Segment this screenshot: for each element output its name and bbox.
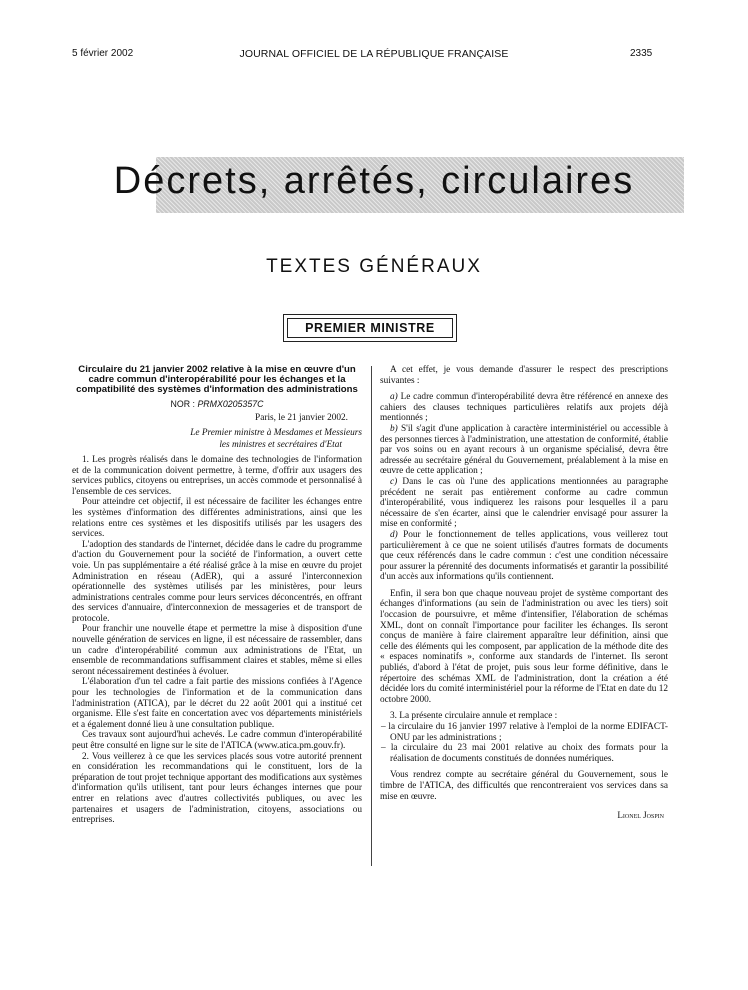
running-header-date: 5 février 2002 (72, 48, 134, 59)
item-text: Dans le cas où l'une des applications mentionnées au paragraphe précédent ne serait pas entièrement conforme au cadre commun d'interopérabilité, vous indiquerez les raisons pour lesquelles il a paru nécessaire de s'en écarter, ainsi que le calendrier envisagé pour assurer la mise en conformité ; (380, 476, 668, 530)
paragraph: L'élaboration d'un tel cadre a fait partie des missions confiées à l'Agence pour les technologies de l'information et de la communication dans l'administration (ATICA), par le décret du 22 août 2001 qui a institué cet organisme. Elle s'est faite en concertation avec vos départements ministériels et a également donné lieu à une consultation publique. (72, 677, 362, 730)
banner-title: Décrets, arrêtés, circulaires (113, 160, 635, 202)
item-d (380, 530, 668, 583)
paragraph-enfin: Enfin, il sera bon que chaque nouveau projet de système comportant des échanges d'informations (au sein de l'administration ou avec les tiers) soit l'occasion de poursuivre, et même d'intensifier, l'élaboration de schémas XML, dont on connaît l'importance pour faciliter les échanges. Ils seront conçus de manière à faire clairement apparaître leur définition, ainsi que celle des éléments qui les composent, par application de la méthode dite des « espaces nominatifs », conforme aux standards de l'internet. Ils seront publiés, d'abord à l'état de projet, puis sous leur forme définitive, dans le répertoire des schémas XML de l'administration, dont la création a été décidée lors du comité interministériel pour la réforme de l'Etat en date du 12 octobre 2000. (380, 588, 668, 705)
annulled-item: – la circulaire du 16 janvier 1997 relative à l'emploi de la norme EDIFACT-ONU par les administrations ; (381, 722, 668, 743)
right-column (380, 365, 668, 821)
paragraph: Ces travaux sont aujourd'hui achevés. Le cadre commun d'interopérabilité peut être consulté en ligne sur le site de l'ATICA (www.atica.pm.gouv.fr). (72, 730, 362, 752)
item-mark: a) (390, 392, 398, 403)
intro-paragraph: A cet effet, je vous demande d'assurer le respect des prescriptions suivantes : (380, 365, 668, 386)
item-mark: c) (390, 476, 398, 487)
annulled-item: – la circulaire du 23 mai 2001 relative au choix des formats pour la réalisation de documents constitués de données numériques. (381, 743, 668, 764)
paragraph: L'adoption des standards de l'internet, décidée dans le cadre du programme d'action du Gouvernement pour la société de l'information, a ouvert cette voie. Un pas supplémentaire a été réalisé grâce à la mise en œuvre du projet Administration en réseau (AdER), qui a assuré l'interconnexion opérationnelle des systèmes utilisés par les ministères, pour leurs administrations centrales comme pour leurs services déconcentrés, en offrant des services d'annuaire, d'interconnexion de messageries et de transport de protocole. (72, 539, 362, 624)
paragraph: Pour franchir une nouvelle étape et permettre la mise à disposition d'une nouvelle génération de services en ligne, il est nécessaire de rassembler, dans un cadre d'interopérabilité commun aux administrations de l'Etat, un ensemble de recommandations suffisamment claires et stables, même si elles seront nécessairement destinées à évoluer. (72, 624, 362, 677)
nor-code: PRMX0205357C (197, 398, 264, 409)
paragraph: 1. Les progrès réalisés dans le domaine des technologies de l'information et de la communication doivent permettre, à terme, d'offrir aux usagers des services publics, citoyens ou entreprises, un accès commode et personnalisé à l'ensemble de ces services. (72, 454, 362, 497)
running-header-journal: JOURNAL OFFICIEL DE LA RÉPUBLIQUE FRANÇAISE (239, 48, 509, 60)
item-mark: b) (390, 423, 398, 434)
column-divider (371, 366, 372, 866)
paragraph: Pour atteindre cet objectif, il est nécessaire de faciliter les échanges entre les systèmes d'information des différentes administrations, ainsi que les relations entre ces systèmes et les dispositifs utilisés par les usagers des services. (72, 497, 362, 540)
closing-paragraph: Vous rendrez compte au secrétaire général du Gouvernement, sous le timbre de l'ATICA, des difficultés que rencontreraient vos services dans sa mise en œuvre. (380, 770, 668, 802)
item-text: Pour le fonctionnement de telles applications, vous veillerez tout particulièrement à ce que ne soient utilisés d'autres formats de documents que ceux référencés dans le cadre commun : c'est une condition nécessaire pour assurer la pérennité des documents informatisés et garantir la possibilité d'un accès aux informations qu'ils contiennent. (380, 529, 668, 583)
paragraph: 2. Vous veillerez à ce que les services placés sous votre autorité prennent en considération les recommandations qui le constituent, lors de la préparation de tout projet technique apportant des modifications aux systèmes d'information qu'ils utilisent, tant pour leurs échanges internes que pour entrer en relations avec d'autres collectivités publiques, ou avec les partenaires et usagers de l'administration, citoyens, associations ou entreprises. (72, 751, 362, 826)
ministry-label: PREMIER MINISTRE (287, 318, 453, 338)
document-title: Circulaire du 21 janvier 2002 relative à la mise en œuvre d'un cadre commun d'interopérabilité pour les échanges et la compatibilité des systèmes d'information des administrations (76, 364, 358, 396)
nor-label: NOR : (170, 398, 195, 409)
addressee-line-2: les ministres et secrétaires d'Etat (219, 440, 342, 451)
left-column (72, 365, 362, 826)
place-date: Paris, le 21 janvier 2002. (255, 413, 348, 424)
signature: Lionel Jospin (617, 810, 664, 821)
item-c (380, 477, 668, 530)
section-title: TEXTES GÉNÉRAUX (266, 256, 482, 277)
nor-line (72, 399, 362, 410)
item-text: Le cadre commun d'interopérabilité devra être référencé en annexe des cahiers des clauses techniques particulières relatifs aux projets déjà mentionnés ; (380, 392, 668, 424)
paragraph-3: 3. La présente circulaire annule et remplace : (390, 711, 558, 722)
item-mark: d) (390, 529, 398, 540)
ministry-box (283, 314, 457, 342)
page-number: 2335 (630, 48, 653, 59)
addressee-line-1: Le Premier ministre à Mesdames et Messieurs (190, 427, 362, 438)
item-b (380, 424, 668, 477)
item-a (380, 392, 668, 424)
item-text: S'il s'agit d'une application à caractère interministériel ou accessible à des personnes tierces à l'administration, une attestation de conformité, établie par vos soins ou en ayant recours à un organisme spécialisé, devra être adressée au secrétaire général du Gouvernement, préalablement à la mise en œuvre de cette application ; (380, 423, 669, 477)
